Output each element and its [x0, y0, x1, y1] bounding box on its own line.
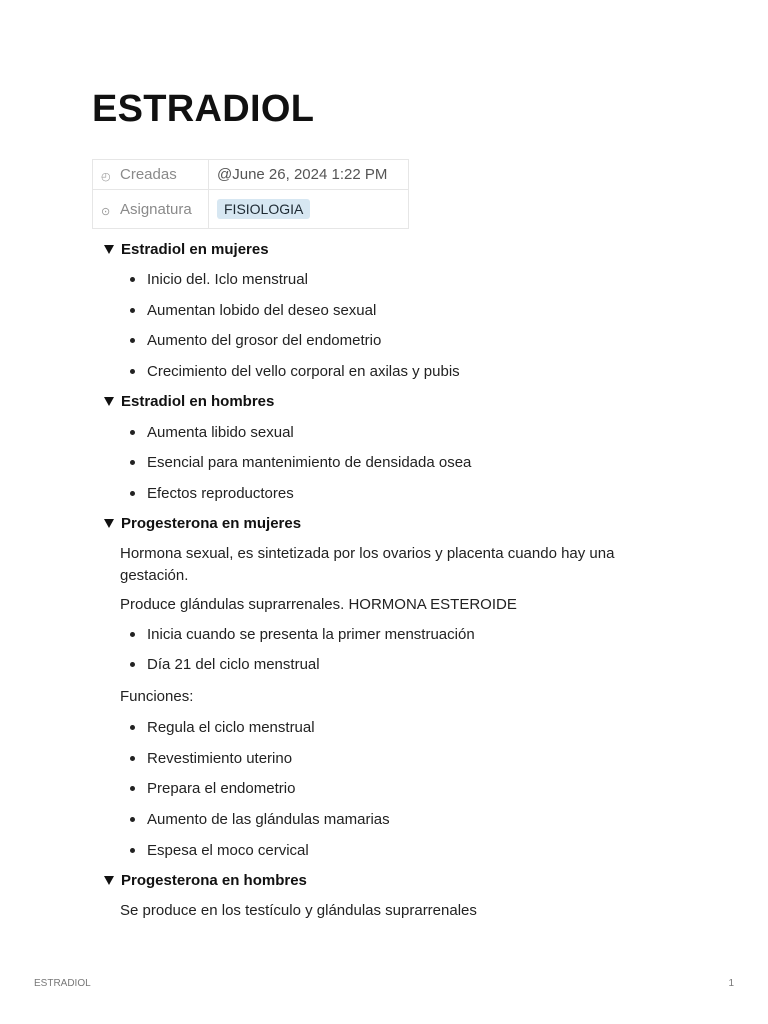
bullet-icon	[130, 277, 135, 282]
list-item: Aumento de las glándulas mamarias	[120, 804, 692, 835]
property-value-date[interactable]: @June 26, 2024 1:22 PM	[209, 160, 409, 190]
property-row-created	[93, 160, 409, 190]
properties-table	[92, 159, 409, 229]
bullet-icon	[130, 308, 135, 313]
toggle-triangle-icon[interactable]	[104, 245, 114, 254]
paragraph: Produce glándulas suprarrenales. HORMONA ESTEROIDE	[120, 595, 517, 613]
bullet-list	[120, 712, 692, 865]
footer-title: ESTRADIOL	[34, 978, 91, 989]
paragraph: Funciones:	[120, 688, 194, 706]
bullet-icon	[130, 430, 135, 435]
list-item: Inicio del. Iclo menstrual	[120, 264, 692, 295]
bullet-icon	[130, 369, 135, 374]
toggle-progesterona-mujeres	[92, 509, 692, 866]
bullet-icon	[130, 756, 135, 761]
list-item: Crecimiento del vello corporal en axilas y pubis	[120, 356, 692, 387]
page-title: ESTRADIOL	[92, 88, 315, 130]
toggle-progesterona-hombres	[92, 866, 692, 922]
bullet-list	[120, 417, 692, 509]
bullet-list	[120, 264, 692, 387]
paragraph: Hormona sexual, es sintetizada por los ovarios y placenta cuando hay una gestación.	[120, 544, 615, 584]
list-item: Efectos reproductores	[120, 478, 692, 509]
toggle-heading[interactable]: Estradiol en hombres	[92, 387, 692, 417]
bullet-icon	[130, 662, 135, 667]
paragraph: Se produce en los testículo y glándulas suprarrenales	[120, 901, 477, 919]
list-item: Inicia cuando se presenta la primer menstruación	[120, 619, 692, 650]
bullet-icon	[130, 725, 135, 730]
bullet-icon	[130, 338, 135, 343]
list-item: Aumenta libido sexual	[120, 417, 692, 448]
list-item: Espesa el moco cervical	[120, 835, 692, 866]
toggle-triangle-icon[interactable]	[104, 876, 114, 885]
select-icon: ⊙	[101, 205, 111, 218]
bullet-list	[120, 619, 692, 680]
list-item: Regula el ciclo menstrual	[120, 712, 692, 743]
list-item: Aumentan lobido del deseo sexual	[120, 295, 692, 326]
bullet-icon	[130, 817, 135, 822]
toggle-triangle-icon[interactable]	[104, 519, 114, 528]
bullet-icon	[130, 460, 135, 465]
toggle-estradiol-mujeres	[92, 234, 692, 387]
toggle-heading[interactable]: Progesterona en hombres	[92, 866, 692, 896]
toggle-heading[interactable]: Estradiol en mujeres	[92, 234, 692, 264]
property-name: Creadas	[120, 166, 177, 183]
property-name: Asignatura	[120, 200, 192, 218]
bullet-icon	[130, 786, 135, 791]
page-number: 1	[728, 978, 734, 989]
clock-icon: ◴	[101, 171, 111, 183]
page-content	[92, 86, 692, 922]
property-row-subject	[93, 190, 409, 229]
list-item: Día 21 del ciclo menstrual	[120, 650, 692, 681]
page-footer	[34, 978, 734, 989]
toggle-triangle-icon[interactable]	[104, 397, 114, 406]
bullet-icon	[130, 632, 135, 637]
list-item: Prepara el endometrio	[120, 774, 692, 805]
bullet-icon	[130, 491, 135, 496]
subject-tag[interactable]: FISIOLOGIA	[217, 199, 310, 219]
list-item: Aumento del grosor del endometrio	[120, 325, 692, 356]
toggle-heading[interactable]: Progesterona en mujeres	[92, 509, 692, 539]
list-item: Revestimiento uterino	[120, 743, 692, 774]
toggle-estradiol-hombres	[92, 387, 692, 509]
bullet-icon	[130, 848, 135, 853]
list-item: Esencial para mantenimiento de densidada osea	[120, 447, 692, 478]
